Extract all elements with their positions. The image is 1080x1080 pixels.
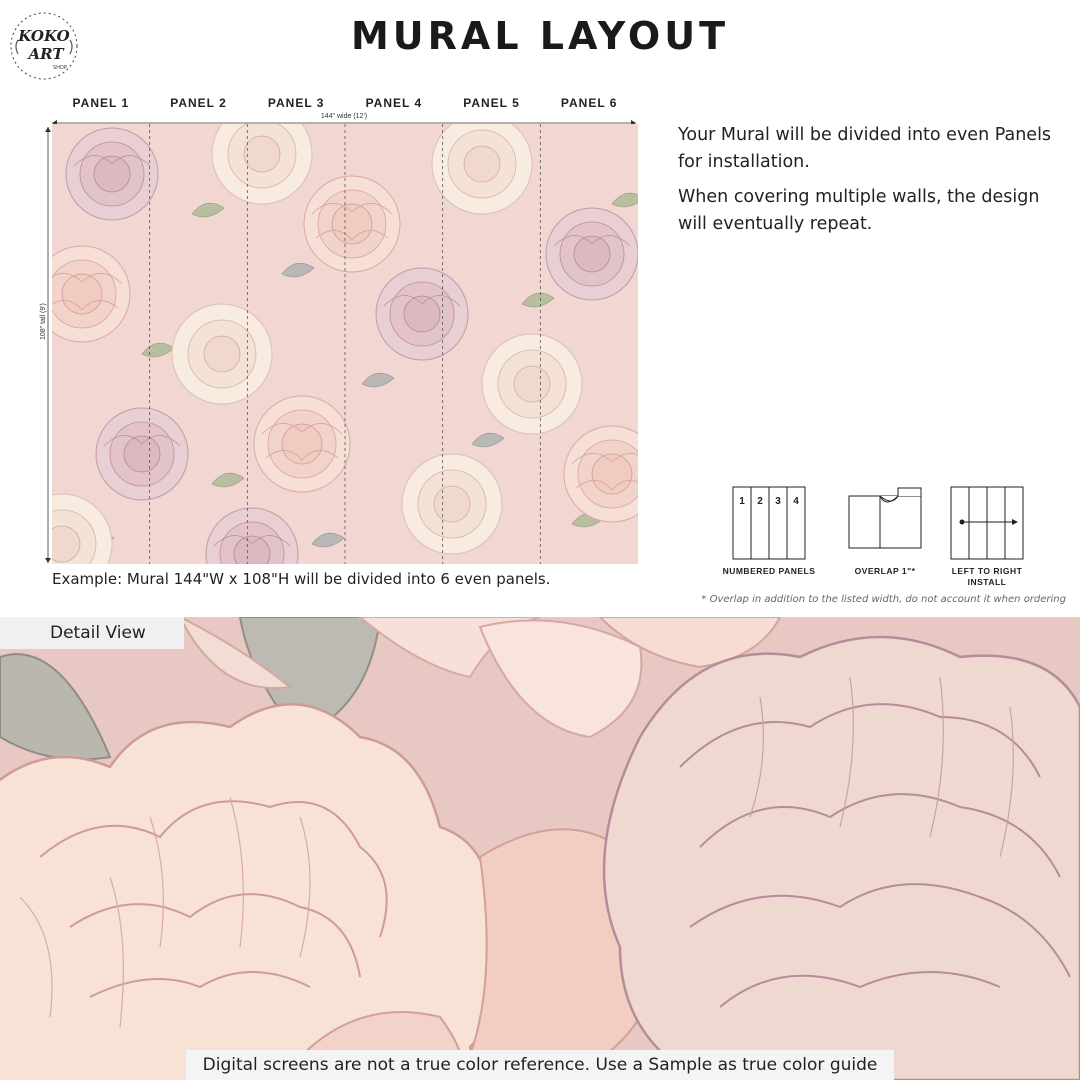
- panel-number-3: 3: [775, 496, 781, 507]
- mural-description: [678, 122, 1068, 246]
- left-to-right-icon: [950, 486, 1024, 560]
- example-caption: Example: Mural 144"W x 108"H will be divided into 6 even panels.: [52, 570, 551, 588]
- overlap-caption: OVERLAP 1"*: [854, 566, 916, 576]
- floral-detail-illustration: [0, 617, 1080, 1080]
- panel-label-6: PANEL 6: [560, 96, 618, 110]
- numbered-panels-block: [714, 486, 824, 577]
- overlap-block: [830, 486, 940, 577]
- panel-label-2: PANEL 2: [170, 96, 227, 110]
- logo-line-art: ART: [28, 45, 64, 63]
- panel-label-1: PANEL 1: [72, 96, 130, 110]
- detail-view-image: [0, 617, 1080, 1080]
- numbered-panels-caption: NUMBERED PANELS: [722, 566, 816, 576]
- mural-preview: [52, 124, 638, 564]
- left-to-right-caption-line-1: LEFT TO RIGHT: [951, 566, 1023, 576]
- logo-line-shop: SHOP: [52, 65, 68, 71]
- panel-number-1: 1: [739, 496, 745, 507]
- detail-view-label: Detail View: [0, 617, 184, 649]
- panel-number-4: 4: [793, 496, 799, 507]
- panel-number-2: 2: [757, 496, 763, 507]
- left-to-right-block: [932, 486, 1042, 588]
- peony-right: [604, 637, 1080, 1080]
- install-icons: [720, 486, 1070, 596]
- description-repeat: When covering multiple walls, the design will eventually repeat.: [678, 187, 1040, 234]
- floral-pattern-preview: [52, 124, 638, 564]
- logo-line-koko: KOKO: [18, 27, 70, 45]
- description-panels: Your Mural will be divided into even Panels for installation.: [678, 125, 1052, 172]
- left-to-right-caption-line-2: INSTALL: [967, 577, 1007, 587]
- overlap-footnote: * Overlap in addition to the listed width, do not account it when ordering: [701, 594, 1066, 605]
- panel-label-5: PANEL 5: [463, 96, 520, 110]
- color-disclaimer: Digital screens are not a true color reference. Use a Sample as true color guide: [186, 1050, 894, 1080]
- panel-labels: [52, 96, 638, 112]
- panel-label-3: PANEL 3: [267, 96, 325, 110]
- overlap-icon: [848, 486, 922, 550]
- height-dimension-label: 108" tall (9'): [40, 303, 47, 340]
- left-to-right-caption: [932, 566, 1042, 588]
- panel-label-4: PANEL 4: [365, 96, 423, 110]
- page-title: MURAL LAYOUT: [350, 14, 729, 58]
- numbered-panels-icon: [732, 486, 806, 560]
- width-dimension-label: 144" wide (12'): [320, 113, 368, 120]
